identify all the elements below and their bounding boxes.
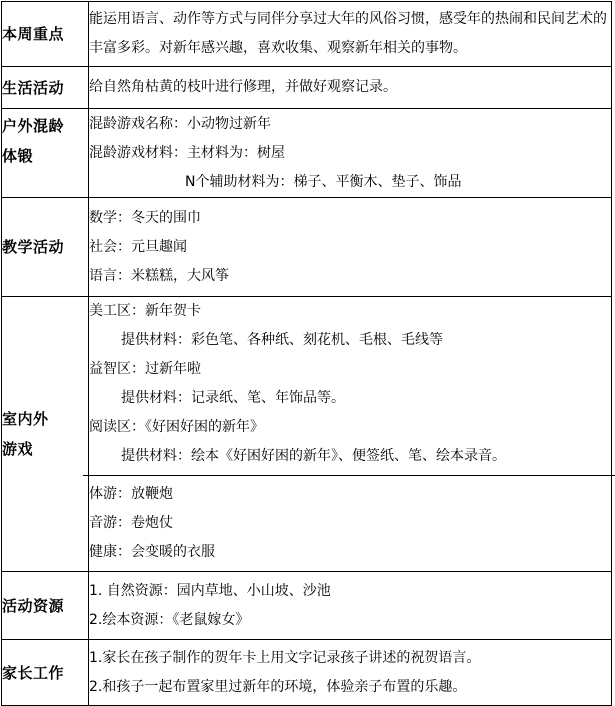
teaching-math: 数学：冬天的围巾 xyxy=(89,209,201,226)
row-activity-resources xyxy=(2,572,612,640)
weekly-focus-text: 能运用语言、动作等方式与同伴分享过大年的风俗习惯，感受年的热闹和民间艺术的丰富多彩。对新年感兴趣，喜欢收集、观察新年相关的事物。 xyxy=(89,11,607,56)
resource-picture-book: 2.绘本资源：《老鼠嫁女》 xyxy=(89,611,250,628)
label-activity-resources: 活动资源 xyxy=(2,572,89,640)
row-weekly-focus xyxy=(2,2,612,67)
label-outdoor-line-2: 体锻 xyxy=(2,147,34,165)
content-indoor-outdoor-games xyxy=(89,297,612,572)
label-indoor-line-1: 室内外 xyxy=(2,410,49,428)
puzzle-area-materials: 提供材料：记录纸、笔、年饰品等。 xyxy=(121,390,345,406)
content-teaching-activity xyxy=(89,198,612,297)
row-life-activity xyxy=(2,67,612,109)
reading-area-materials: 提供材料：绘本《好困好困的新年》、便签纸、笔、绘本录音。 xyxy=(121,448,506,464)
row-teaching-activity xyxy=(2,198,612,297)
teaching-language: 语言：米糕糕，大风筝 xyxy=(89,267,229,284)
life-activity-text: 给自然角枯黄的枝叶进行修理，并做好观察记录。 xyxy=(89,79,397,95)
label-indoor-line-2: 游戏 xyxy=(2,440,34,458)
reading-area: 阅读区：《好困好困的新年》 xyxy=(89,419,264,435)
label-outdoor-line-1: 户外混龄 xyxy=(2,117,65,135)
resource-nature: 1. 自然资源：园内草地、小山坡、沙池 xyxy=(89,582,331,599)
learning-areas-section xyxy=(89,297,611,475)
outdoor-aux-materials: N个辅助材料为：梯子、平衡木、垫子、饰品 xyxy=(185,173,462,190)
label-parent-work: 家长工作 xyxy=(2,640,89,706)
sports-game: 体游：放鞭炮 xyxy=(89,486,173,502)
label-life-activity: 生活活动 xyxy=(2,67,89,109)
outdoor-game-name: 混龄游戏名称：小动物过新年 xyxy=(89,115,271,132)
content-life-activity xyxy=(89,67,612,109)
content-weekly-focus xyxy=(89,2,612,67)
row-indoor-outdoor-games xyxy=(2,297,612,572)
teaching-social: 社会：元旦趣闻 xyxy=(89,238,187,255)
row-parent-work xyxy=(2,640,612,706)
label-indoor-outdoor-games xyxy=(2,297,89,572)
parent-work-1: 1.家长在孩子制作的贺年卡上用文字记录孩子讲述的祝贺语言。 xyxy=(89,649,481,666)
label-outdoor-exercise xyxy=(2,109,89,198)
content-parent-work xyxy=(89,640,612,706)
outdoor-game-materials: 混龄游戏材料：主材料为：树屋 xyxy=(89,144,285,161)
row-outdoor-exercise xyxy=(2,109,612,198)
label-weekly-focus: 本周重点 xyxy=(2,2,89,67)
weekly-plan-table xyxy=(1,1,612,706)
parent-work-2: 2.和孩子一起布置家里过新年的环境，体验亲子布置的乐趣。 xyxy=(89,678,467,695)
label-teaching-activity: 教学活动 xyxy=(2,198,89,297)
health-game: 健康：会变暖的衣服 xyxy=(89,544,215,560)
puzzle-area: 益智区：过新年啦 xyxy=(89,361,201,377)
art-area-materials: 提供材料：彩色笔、各种纸、刻花机、毛根、毛线等 xyxy=(121,332,443,348)
art-area: 美工区：新年贺卡 xyxy=(89,303,201,319)
content-outdoor-exercise xyxy=(89,109,612,198)
games-section xyxy=(89,476,611,571)
content-activity-resources xyxy=(89,572,612,640)
music-game: 音游：卷炮仗 xyxy=(89,515,173,531)
